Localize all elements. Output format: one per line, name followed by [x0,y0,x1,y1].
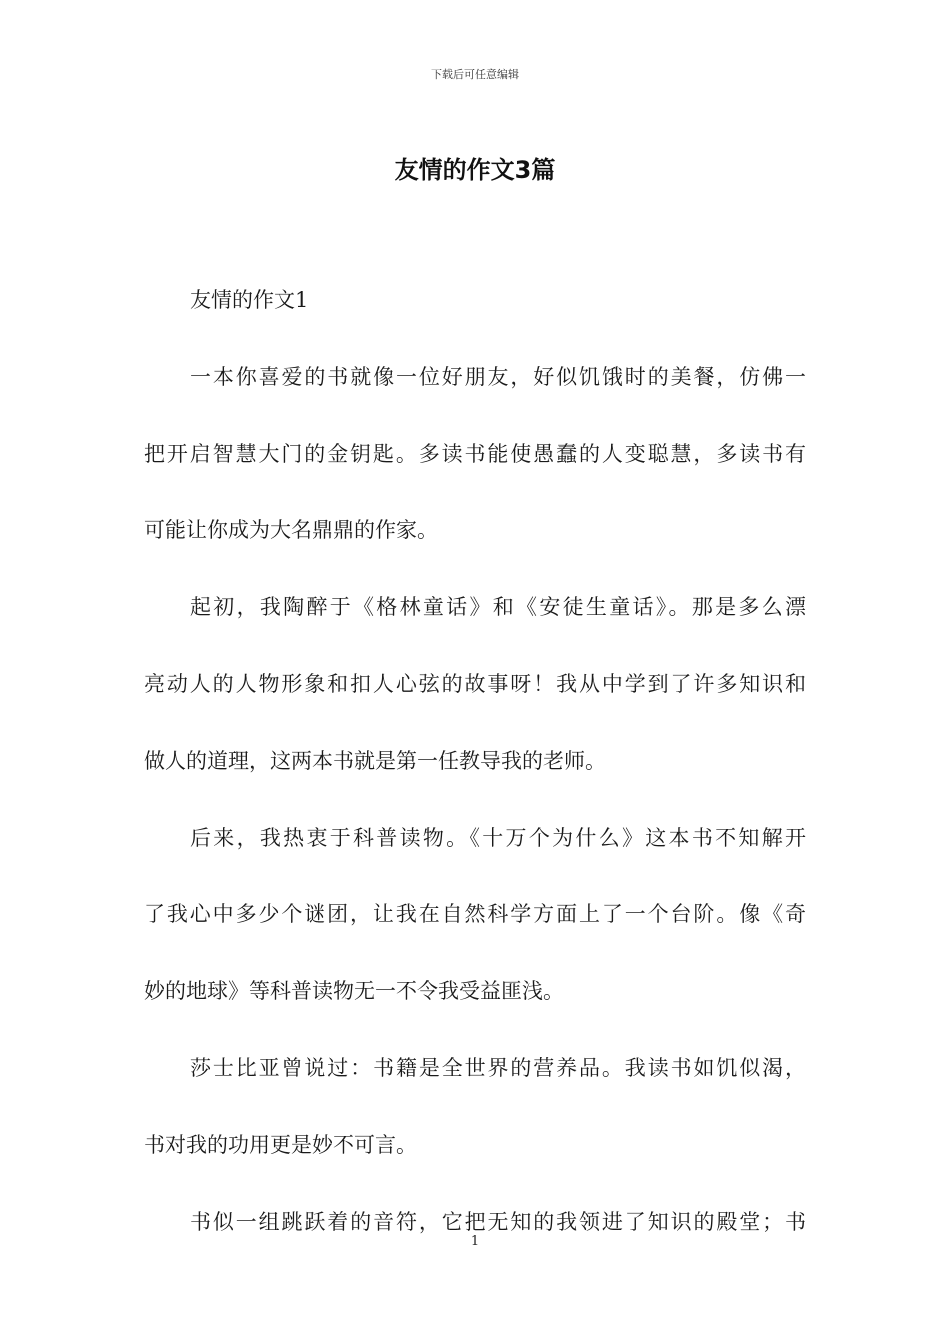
body-line: 友情的作文1 [190,288,309,312]
body-line: 莎士比亚曾说过：书籍是全世界的营养品。我读书如饥似渴， [190,1055,806,1080]
body-line: 可能让你成为大名鼎鼎的作家。 [144,518,438,543]
body-line: 后来，我热衷于科普读物。《十万个为什么》这本书不知解开 [190,825,806,850]
document-title: 友情的作文3篇 [394,156,556,184]
page-number: 1 [470,1234,480,1249]
body-line: 了我心中多少个谜团，让我在自然科学方面上了一个台阶。像《奇 [144,902,806,927]
body-line: 做人的道理，这两本书就是第一任教导我的老师。 [144,748,606,773]
body-line: 亮动人的人物形象和扣人心弦的故事呀！我从中学到了许多知识和 [144,671,806,696]
body-line: 妙的地球》等科普读物无一不令我受益匪浅。 [144,979,564,1004]
body-line: 书对我的功用更是妙不可言。 [144,1132,417,1157]
body-line: 起初，我陶醉于《格林童话》和《安徒生童话》。那是多么漂 [190,595,806,620]
document-body [144,282,806,1280]
body-line: 一本你喜爱的书就像一位好朋友，好似饥饿时的美餐，仿佛一 [190,364,806,389]
page-header-note: 下载后可任意编辑 [431,68,519,81]
body-line: 把开启智慧大门的金钥匙。多读书能使愚蠢的人变聪慧，多读书有 [144,441,806,466]
body-line: 书似一组跳跃着的音符，它把无知的我领进了知识的殿堂；书 [190,1209,806,1234]
